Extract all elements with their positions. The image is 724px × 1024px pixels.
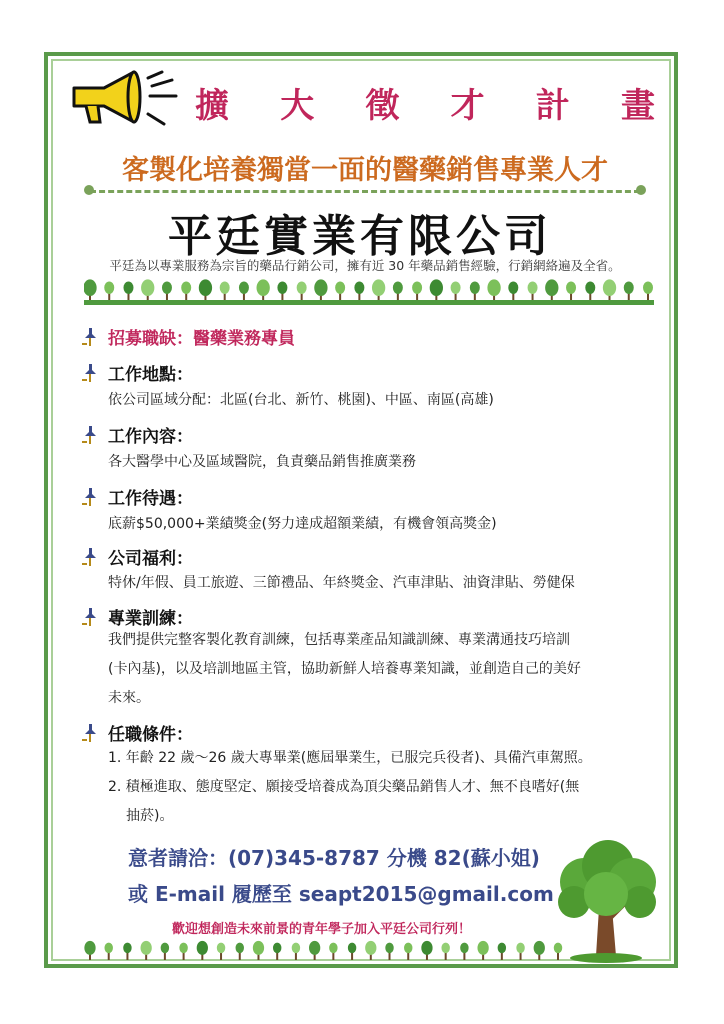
- small-tree-icon: [123, 943, 131, 960]
- small-tree-icon: [197, 941, 208, 960]
- company-name: 平廷實業有限公司: [168, 211, 552, 262]
- small-tree-icon: [141, 279, 154, 302]
- small-tree-icon: [123, 281, 133, 302]
- small-tree-icon: [239, 281, 249, 302]
- small-tree-icon: [104, 943, 112, 960]
- small-tree-icon: [84, 279, 97, 302]
- tree-row-bottom: [84, 938, 564, 960]
- small-tree-icon: [498, 943, 506, 960]
- small-tree-icon: [181, 281, 191, 302]
- small-tree-icon: [348, 943, 356, 960]
- small-tree-icon: [273, 943, 281, 960]
- title-char: 畫: [620, 86, 655, 126]
- divider-dot-right: [636, 185, 646, 195]
- title-char: 大: [280, 86, 315, 126]
- section-heading: [80, 360, 193, 385]
- title-char: 計: [535, 86, 570, 126]
- small-tree-icon: [292, 943, 300, 960]
- small-tree-icon: [179, 943, 187, 960]
- megaphone-icon: [64, 66, 184, 130]
- small-tree-icon: [365, 941, 376, 960]
- small-tree-icon: [412, 281, 422, 302]
- small-tree-icon: [314, 279, 327, 302]
- section-heading-text: 任職條件：: [108, 725, 193, 745]
- small-tree-icon: [354, 281, 364, 302]
- pin-icon: [80, 547, 100, 567]
- section-body-line: (卡內基)，以及培訓地區主管，協助新鮮人培養專業知識，並創造自己的美好: [108, 661, 581, 677]
- section-heading: [80, 484, 193, 509]
- small-tree-icon: [624, 281, 634, 302]
- small-tree-icon: [421, 941, 432, 960]
- small-tree-icon: [430, 279, 443, 302]
- pin-icon: [80, 425, 100, 445]
- section-body-line: 依公司區域分配：北區(台北、新竹、桃園)、中區、南區(高雄): [108, 392, 494, 408]
- section-heading-text: 招募職缺：醫藥業務專員: [108, 329, 295, 349]
- small-tree-icon: [104, 281, 114, 302]
- pin-icon: [80, 487, 100, 507]
- small-tree-icon: [508, 281, 518, 302]
- small-tree-icon: [385, 943, 393, 960]
- section-body-line: 1. 年齡 22 歲～26 歲大專畢業(應屆畢業生，已服完兵役者)、具備汽車駕照。: [108, 750, 592, 766]
- small-tree-icon: [404, 943, 412, 960]
- tree-row-top: [84, 276, 654, 302]
- section-body-line: 未來。: [108, 690, 150, 706]
- contact-email: 或 E-mail 履歷至 seapt2015@gmail.com: [128, 882, 554, 906]
- small-tree-icon: [528, 281, 538, 302]
- small-tree-icon: [161, 943, 169, 960]
- small-tree-icon: [372, 279, 385, 302]
- pin-icon: [80, 607, 100, 627]
- section-heading-text: 工作地點：: [108, 365, 193, 385]
- section-heading: [80, 720, 193, 745]
- small-tree-icon: [470, 281, 480, 302]
- small-tree-icon: [585, 281, 595, 302]
- small-tree-icon: [335, 281, 345, 302]
- small-tree-icon: [643, 281, 653, 302]
- small-tree-icon: [487, 279, 500, 302]
- section-heading-text: 工作待遇：: [108, 489, 193, 509]
- title-char: 才: [450, 86, 485, 126]
- pin-icon: [80, 327, 100, 347]
- section-body-line: 各大醫學中心及區域醫院，負責藥品銷售推廣業務: [108, 454, 416, 470]
- small-tree-icon: [545, 279, 558, 302]
- small-tree-icon: [253, 941, 264, 960]
- subtitle: 客製化培養獨當一面的醫藥銷售專業人才: [122, 155, 608, 186]
- section-body-line: 我們提供完整客製化教育訓練，包括專業產品知識訓練、專業溝通技巧培訓: [108, 632, 570, 648]
- small-tree-icon: [297, 281, 307, 302]
- small-tree-icon: [199, 279, 212, 302]
- small-tree-icon: [477, 941, 488, 960]
- dashed-divider: [90, 190, 640, 193]
- small-tree-icon: [329, 943, 337, 960]
- section-heading-text: 公司福利：: [108, 549, 193, 569]
- small-tree-icon: [516, 943, 524, 960]
- contact-phone: 意者請洽：(07)345-8787 分機 82(蘇小姐): [128, 846, 540, 870]
- title-char: 徵: [365, 86, 400, 126]
- pin-icon: [80, 363, 100, 383]
- small-tree-icon: [603, 279, 616, 302]
- small-tree-icon: [566, 281, 576, 302]
- small-tree-icon: [217, 943, 225, 960]
- small-tree-icon: [236, 943, 244, 960]
- small-tree-icon: [84, 941, 95, 960]
- small-tree-icon: [460, 943, 468, 960]
- section-body-line: 特休/年假、員工旅遊、三節禮品、年終獎金、汽車津貼、油資津貼、勞健保: [108, 575, 575, 591]
- small-tree-icon: [162, 281, 172, 302]
- small-tree-icon: [441, 943, 449, 960]
- company-intro: 平廷為以專業服務為宗旨的藥品行銷公司，擁有近 30 年藥品銷售經驗，行銷網絡遍及全省。: [109, 258, 621, 273]
- welcome-message: 歡迎想創造未來前景的青年學子加入平廷公司行列！: [172, 922, 472, 937]
- section-body-line: 2. 積極進取、態度堅定、願接受培養成為頂尖藥品銷售人才、無不良嗜好(無: [108, 779, 580, 795]
- small-tree-icon: [393, 281, 403, 302]
- title-char: 擴: [195, 86, 229, 126]
- section-heading: [80, 422, 193, 447]
- section-body-line: 抽菸)。: [126, 808, 174, 824]
- ground-line: [84, 300, 654, 305]
- small-tree-icon: [277, 281, 287, 302]
- small-tree-icon: [220, 281, 230, 302]
- small-tree-icon: [257, 279, 270, 302]
- small-tree-icon: [141, 941, 152, 960]
- section-heading: [80, 544, 193, 569]
- recruitment-title: [195, 78, 655, 126]
- small-tree-icon: [309, 941, 320, 960]
- section-heading-text: 專業訓練：: [108, 609, 193, 629]
- pin-icon: [80, 723, 100, 743]
- section-heading-text: 工作內容：: [108, 427, 193, 447]
- small-tree-icon: [451, 281, 461, 302]
- section-heading: [80, 324, 295, 349]
- tree-icon: [544, 836, 670, 964]
- section-body-line: 底薪$50,000+業績獎金(努力達成超額業績，有機會領高獎金): [108, 516, 497, 532]
